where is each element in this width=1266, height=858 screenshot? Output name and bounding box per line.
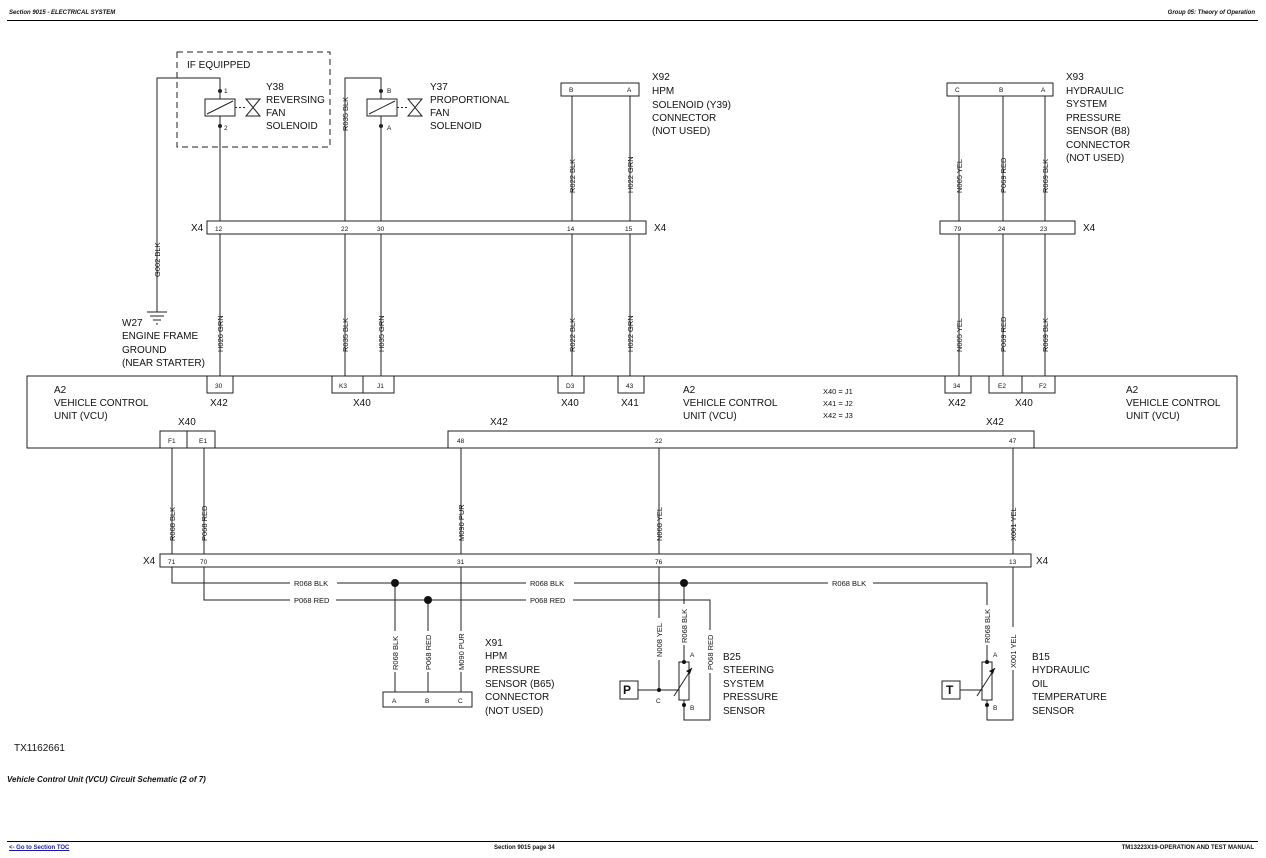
x4-pin-12: 12 (215, 226, 223, 233)
vcu-pin-d3: D3 (566, 383, 575, 390)
svg-text:HPM: HPM (652, 86, 675, 97)
y37-label (430, 82, 510, 132)
vcu-x42-bottom (448, 431, 1034, 448)
vcu-pin-e2: E2 (998, 383, 1006, 390)
x91-label (485, 638, 554, 717)
connector-map (823, 387, 853, 420)
svg-text:HYDRAULIC: HYDRAULIC (1066, 86, 1124, 97)
wire-label-r068-blk-vcu: R068 BLK (168, 506, 177, 541)
svg-text:X41 = J2: X41 = J2 (823, 399, 853, 408)
wire-label-g002-blk: G002 BLK (153, 242, 162, 277)
b25-pin-c: C (656, 698, 661, 705)
svg-text:STEERING: STEERING (723, 665, 775, 676)
middle-wires (220, 234, 1045, 376)
wire-label-r069-blk-top: R069 BLK (1041, 158, 1050, 193)
vcu-pin-30: 30 (215, 383, 223, 390)
svg-text:SOLENOID: SOLENOID (430, 121, 482, 132)
y37-pin-b: B (387, 88, 392, 95)
vcu-pin-34: 34 (953, 383, 961, 390)
svg-text:CONNECTOR: CONNECTOR (652, 113, 717, 124)
svg-text:(NOT USED): (NOT USED) (652, 126, 711, 137)
svg-text:PROPORTIONAL: PROPORTIONAL (430, 95, 510, 106)
svg-text:GROUND: GROUND (122, 345, 167, 356)
wire-label-m090-pur-vcu: M090 PUR (457, 504, 466, 541)
vcu-pin-e1: E1 (199, 438, 207, 445)
y37-pin-a: A (387, 125, 392, 132)
svg-text:VEHICLE CONTROL: VEHICLE CONTROL (1126, 398, 1221, 409)
x41-label: X41 (621, 398, 639, 409)
wire-label-r068-blk-b15: R068 BLK (983, 608, 992, 643)
x92-pin-a: A (627, 87, 632, 94)
wire-label-p068-red-h2: P068 RED (530, 596, 566, 605)
x4-pin-71: 71 (168, 559, 176, 566)
b25-pin-a: A (690, 652, 695, 659)
svg-text:SYSTEM: SYSTEM (723, 679, 765, 690)
y37-solenoid-symbol (367, 89, 422, 128)
wire-label-r068-blk-h3: R068 BLK (832, 579, 867, 588)
svg-text:UNIT (VCU): UNIT (VCU) (1126, 411, 1180, 422)
svg-text:B25: B25 (723, 652, 741, 663)
y38-label (266, 82, 325, 132)
x4-pin-79: 79 (954, 226, 962, 233)
x4-pin-22: 22 (341, 226, 349, 233)
footer-page: Section 9015 page 34 (494, 845, 555, 851)
wire-label-r035-blk-mid: R035 BLK (341, 317, 350, 352)
x92-label (652, 72, 731, 137)
ground-icon (147, 312, 167, 324)
wire-label-p068-red-b25: P068 RED (706, 634, 715, 670)
svg-text:UNIT (VCU): UNIT (VCU) (683, 411, 737, 422)
svg-text:(NEAR STARTER): (NEAR STARTER) (122, 358, 205, 369)
vcu-pin-47: 47 (1009, 438, 1017, 445)
svg-text:FAN: FAN (266, 108, 286, 119)
x4-label-bottom-right: X4 (1036, 556, 1049, 567)
footer-rule (7, 841, 1258, 842)
wire-label-r068-blk-h2: R068 BLK (530, 579, 565, 588)
vcu-pin-22: 22 (655, 438, 663, 445)
svg-text:B15: B15 (1032, 652, 1050, 663)
wire-label-h022-grn-mid: H022 GRN (626, 315, 635, 352)
svg-text:Y38: Y38 (266, 82, 284, 93)
wire-label-n008-yel-b25: N008 YEL (655, 622, 664, 657)
x93-pin-b: B (999, 87, 1004, 94)
bottom-wires (172, 448, 1013, 554)
x4-label-bottom-left: X4 (143, 556, 156, 567)
svg-text:UNIT (VCU): UNIT (VCU) (54, 411, 108, 422)
x4-pin-14: 14 (567, 226, 575, 233)
w27-label (122, 318, 205, 369)
x42-label-b: X42 (948, 398, 966, 409)
harness-wires (172, 567, 1013, 720)
svg-text:HPM: HPM (485, 651, 508, 662)
wire-label-r035-blk-top: R035 BLK (341, 96, 350, 131)
svg-text:W27: W27 (122, 318, 143, 329)
wire-label-n005-yel-top: N005 YEL (955, 158, 964, 193)
wire-label-p069-red-mid: P069 RED (999, 316, 1008, 352)
wire-label-r068-blk-h1: R068 BLK (294, 579, 329, 588)
b25-pin-b: B (690, 705, 695, 712)
figure-id: TX1162661 (14, 743, 65, 754)
svg-text:SOLENOID: SOLENOID (266, 121, 318, 132)
wire-label-p068-red-x91: P068 RED (424, 634, 433, 670)
group-header: Group 05: Theory of Operation (1167, 10, 1255, 16)
x4-pin-76: 76 (655, 559, 663, 566)
x42-label-bottom-b: X42 (986, 417, 1004, 428)
svg-text:A2: A2 (1126, 385, 1139, 396)
b25-label (723, 652, 778, 717)
svg-text:HYDRAULIC: HYDRAULIC (1032, 665, 1090, 676)
if-equipped-label: IF EQUIPPED (187, 60, 251, 71)
vcu-pin-k3: K3 (339, 383, 347, 390)
wire-label-r068-blk-x91: R068 BLK (391, 635, 400, 670)
x4-pin-15: 15 (625, 226, 633, 233)
svg-text:ENGINE FRAME: ENGINE FRAME (122, 331, 199, 342)
x92-pin-b: B (569, 87, 574, 94)
svg-text:A2: A2 (683, 385, 696, 396)
wire-label-n005-yel-mid: N005 YEL (955, 317, 964, 352)
wire-label-r022-blk-mid: R022 BLK (568, 317, 577, 352)
svg-text:PRESSURE: PRESSURE (1066, 113, 1122, 124)
svg-text:Y37: Y37 (430, 82, 448, 93)
footer-manual: TM13223X19-OPERATION AND TEST MANUAL (1121, 845, 1254, 851)
x4-label-top-left-b: X4 (654, 223, 667, 234)
svg-text:X93: X93 (1066, 72, 1084, 83)
svg-text:TEMPERATURE: TEMPERATURE (1032, 692, 1107, 703)
vcu-pin-f2: F2 (1039, 383, 1047, 390)
x42-label-bottom-a: X42 (490, 417, 508, 428)
svg-text:PRESSURE: PRESSURE (485, 665, 541, 676)
svg-text:REVERSING: REVERSING (266, 95, 325, 106)
svg-text:CONNECTOR: CONNECTOR (485, 692, 550, 703)
x42-label-a: X42 (210, 398, 228, 409)
wire-label-n008-yel-vcu: N008 YEL (655, 506, 664, 541)
svg-text:SOLENOID (Y39): SOLENOID (Y39) (652, 100, 731, 111)
svg-text:SENSOR: SENSOR (1032, 706, 1075, 717)
y38-pin-2: 2 (224, 125, 228, 132)
wire-label-x001-yel-vcu: X001 YEL (1009, 507, 1018, 541)
x40-label-a: X40 (353, 398, 371, 409)
top-wires (157, 78, 1045, 312)
x91-pin-b: B (425, 698, 430, 705)
svg-text:SYSTEM: SYSTEM (1066, 99, 1108, 110)
vcu-pin-43: 43 (626, 383, 634, 390)
section-header: Section 9015 - ELECTRICAL SYSTEM (9, 10, 116, 16)
svg-text:FAN: FAN (430, 108, 450, 119)
svg-text:X92: X92 (652, 72, 670, 83)
x91-pin-c: C (458, 698, 463, 705)
x4-pin-31: 31 (457, 559, 465, 566)
wire-label-r069-blk-mid: R069 BLK (1041, 317, 1050, 352)
b15-pin-b: B (993, 705, 998, 712)
svg-text:(NOT USED): (NOT USED) (485, 706, 544, 717)
vcu-pin-f1: F1 (168, 438, 176, 445)
wire-label-x001-yel-b15: X001 YEL (1009, 634, 1018, 668)
svg-text:A2: A2 (54, 385, 67, 396)
x40-label-c: X40 (1015, 398, 1033, 409)
vcu-pin-j1: J1 (377, 383, 384, 390)
b15-label (1032, 652, 1107, 717)
svg-text:CONNECTOR: CONNECTOR (1066, 140, 1131, 151)
svg-text:X42 = J3: X42 = J3 (823, 411, 853, 420)
svg-text:SENSOR (B8): SENSOR (B8) (1066, 126, 1130, 137)
x4-connector-top-left (207, 221, 646, 234)
wire-label-r068-blk-b25: R068 BLK (680, 608, 689, 643)
svg-text:VEHICLE CONTROL: VEHICLE CONTROL (54, 398, 149, 409)
x4-pin-23: 23 (1040, 226, 1048, 233)
wire-label-r022-blk-top: R022 BLK (568, 158, 577, 193)
wire-label-m090-pur-x91: M090 PUR (457, 633, 466, 670)
wire-label-p068-red-vcu: P068 RED (200, 505, 209, 541)
b25-pressure-symbol: P (623, 683, 632, 697)
wire-label-p068-red-h1: P068 RED (294, 596, 330, 605)
b15-temperature-symbol: T (946, 683, 954, 697)
vcu-pin-48: 48 (457, 438, 465, 445)
svg-text:X91: X91 (485, 638, 503, 649)
svg-text:SENSOR (B65): SENSOR (B65) (485, 679, 555, 690)
x4-pin-70: 70 (200, 559, 208, 566)
svg-text:(NOT USED): (NOT USED) (1066, 153, 1125, 164)
svg-text:PRESSURE: PRESSURE (723, 692, 779, 703)
y38-pin-1: 1 (224, 88, 228, 95)
x40-label-b: X40 (561, 398, 579, 409)
wire-label-h022-grn-top: H022 GRN (626, 156, 635, 193)
y38-solenoid-symbol (205, 89, 260, 128)
b15-pin-a: A (993, 652, 998, 659)
figure-caption: Vehicle Control Unit (VCU) Circuit Schematic (2 of 7) (7, 775, 206, 784)
svg-text:X40 = J1: X40 = J1 (823, 387, 853, 396)
x4-pin-30: 30 (377, 226, 385, 233)
x4-pin-24: 24 (998, 226, 1006, 233)
svg-text:OIL: OIL (1032, 679, 1049, 690)
x93-pin-a: A (1041, 87, 1046, 94)
x4-connector-bottom (160, 554, 1031, 567)
x40-label-bottom: X40 (178, 417, 196, 428)
x93-label (1066, 72, 1130, 164)
svg-text:VEHICLE CONTROL: VEHICLE CONTROL (683, 398, 778, 409)
x4-pin-13: 13 (1009, 559, 1017, 566)
x91-pin-a: A (392, 698, 397, 705)
wire-label-h035-grn: H035 GRN (377, 315, 386, 352)
x4-label-top-left-a: X4 (191, 223, 204, 234)
go-to-section-toc-link[interactable]: <- Go to Section TOC (9, 845, 70, 851)
wire-label-p069-red-top: P069 RED (999, 157, 1008, 193)
svg-text:SENSOR: SENSOR (723, 706, 766, 717)
x93-pin-c: C (955, 87, 960, 94)
wire-label-h026-grn: H026 GRN (216, 315, 225, 352)
x4-label-top-right: X4 (1083, 223, 1096, 234)
